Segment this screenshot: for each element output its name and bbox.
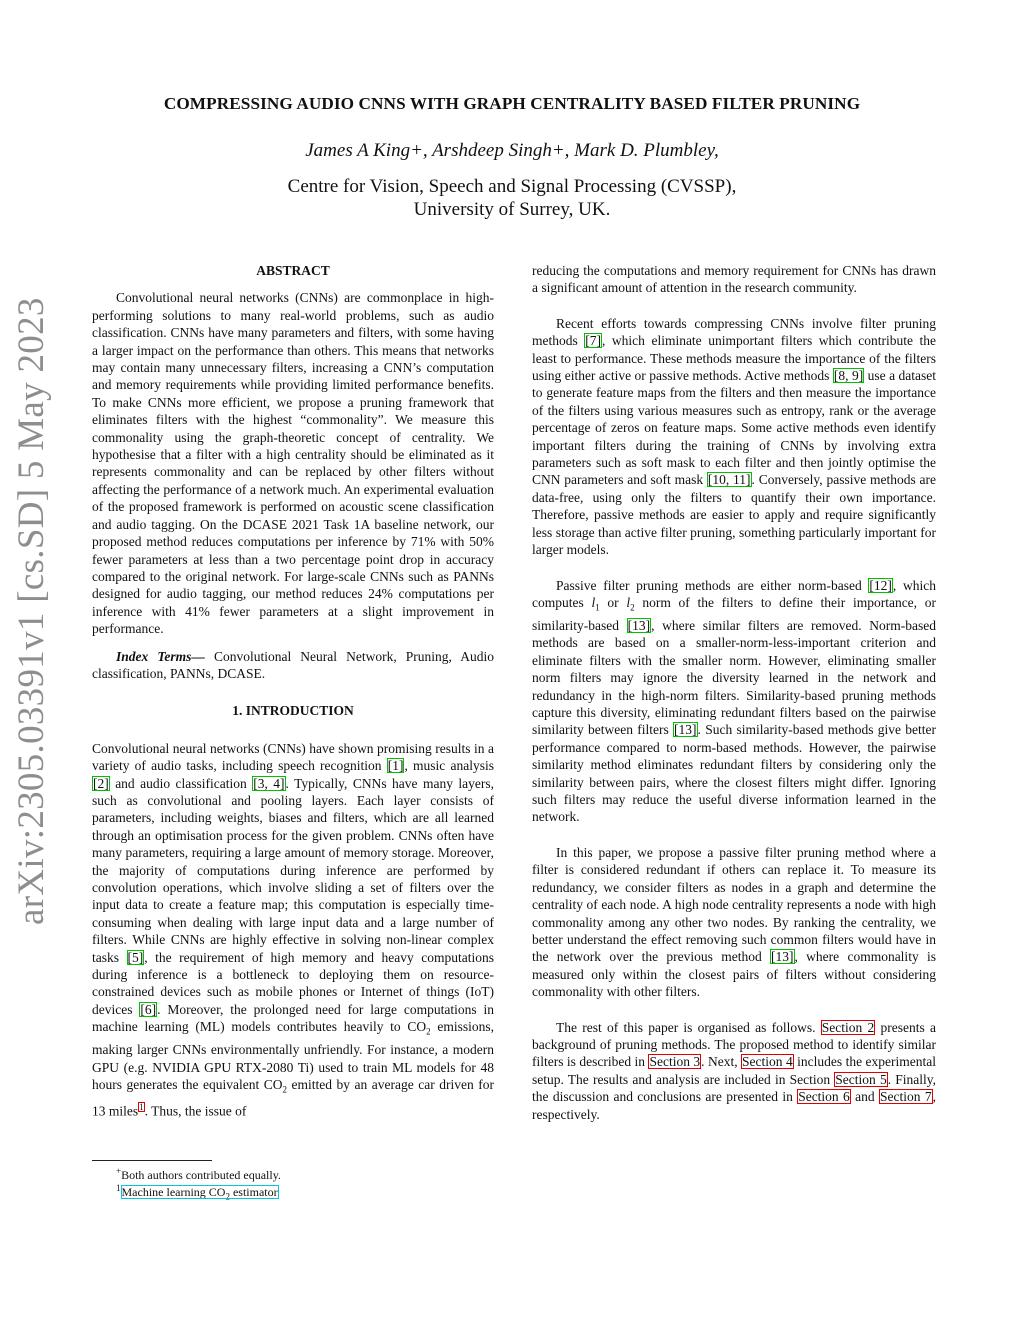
intro-text: Convolutional neural networks (CNNs) have shown promising results in a variety of audio tasks, including speech recognition: [92, 740, 494, 774]
footnote-mark: 1: [116, 1183, 121, 1193]
footnote-mark: +: [116, 1166, 122, 1176]
section-link[interactable]: Section 6: [798, 1089, 850, 1105]
citation-link[interactable]: [12]: [869, 577, 892, 593]
citation-link[interactable]: [10, 11]: [707, 472, 751, 488]
paragraph-filter-pruning: [532, 315, 936, 559]
subscript: 2: [426, 1026, 431, 1037]
intro-text: emitted by an average car driven for 13 miles: [92, 1077, 494, 1119]
body-text: presents a background of pruning methods. The proposed method to identify similar filters is described in: [532, 1019, 937, 1070]
paragraph-passive-pruning: [532, 577, 936, 826]
section-link[interactable]: Section 7: [880, 1089, 932, 1105]
subscript: 2: [225, 1191, 230, 1202]
intro-text: and audio classification: [109, 775, 253, 791]
continued-paragraph: reducing the computations and memory requirement for CNNs has drawn a significant amount of attention in the research community.: [532, 263, 936, 296]
introduction-paragraph: [92, 740, 494, 1120]
body-text: . Next,: [701, 1054, 742, 1070]
citation-link[interactable]: [1]: [387, 758, 404, 774]
index-terms-text: Convolutional Neural Network, Pruning, Audio classification, PANNs, DCASE.: [92, 648, 495, 681]
citation-link[interactable]: [13]: [674, 722, 697, 738]
citation-link[interactable]: [5]: [127, 949, 144, 965]
citation-link[interactable]: [13]: [627, 618, 651, 633]
body-text: , which eliminate unimportant filters which contribute the least to performance. These methods measure the importance of the filters using either active or passive methods. Active methods: [532, 333, 937, 384]
paper-title: COMPRESSING AUDIO CNNS WITH GRAPH CENTRALITY BASED FILTER PRUNING: [163, 94, 861, 113]
body-text: In this paper, we propose a passive filter pruning method where a filter is considered redundant if others can replace it. To measure its redundancy, we consider filters as nodes in a graph and determine the centrality of each node. A high node centrality represents a node with high commonality among any other two nodes. By ranking the centrality, we better understand the effect removing such common filters would have in the network over the previous method: [532, 844, 936, 965]
index-terms-label: Index Terms—: [116, 648, 205, 664]
arxiv-watermark: arXiv:2305.03391v1 [cs.SD] 5 May 2023: [11, 297, 52, 925]
intro-text: . Typically, CNNs have many layers, such as convolutional and pooling layers. Each layer consists of parameters, including weights, biases and filters, which are all learned through an optimisation process for the given problem. CNNs often have many parameters, requiring a large amount of memory storage. Moreover, the majority of computations during inference are performed by convolution operations, which involve sliding a set of filters over the input data to create a feature map; this computation is especially time-consuming when dealing with large input data and a large number of filters. While CNNs are highly effective in solving non-linear complex tasks: [92, 775, 494, 965]
section-link[interactable]: Section 2: [821, 1019, 875, 1035]
footnote-rule: [92, 1160, 212, 1161]
body-text: , where commonality is measured only within the closest pairs of filters without considering commonality with other filters.: [532, 949, 936, 1000]
citation-link[interactable]: [7]: [585, 333, 602, 349]
body-text: Passive filter pruning methods are either norm-based: [556, 577, 869, 593]
body-text: use a dataset to generate feature maps from the filters and then measure the importance of the filters using various measures such as entropy, rank or the average percentage of zeros on feature maps. Some active methods even identify important filters during the training of CNNs by involving extra parameters such as soft mask to each filter and then jointly optimise the CNN parameters and soft mask: [532, 368, 936, 488]
body-text: norm of the filters to define their importance, or similarity-based: [532, 594, 936, 633]
math-symbol: l: [591, 594, 596, 610]
left-column: [92, 262, 494, 1120]
math-symbol: l: [626, 594, 631, 610]
affiliation-line-1: Centre for Vision, Speech and Signal Processing (CVSSP),: [287, 176, 737, 197]
body-text: includes the experimental setup. The results and analysis are included in Section: [532, 1054, 936, 1087]
footnote-text: Both authors contributed equally.: [121, 1168, 281, 1182]
section-link[interactable]: Section 4: [742, 1054, 793, 1070]
intro-text: . Thus, the issue of: [144, 1103, 247, 1119]
body-text: or: [599, 594, 627, 610]
citation-link[interactable]: [8, 9]: [833, 368, 864, 384]
right-column: [532, 262, 936, 1123]
citation-link[interactable]: [13]: [771, 949, 794, 965]
paragraph-proposal: [532, 844, 936, 1001]
body-text: , where similar filters are removed. Norm-based methods are based on a smaller-norm-less-important criterion and eliminate filters with the smaller norm. However, eliminating smaller norm filters may ignore the diversity learned in the network and redundancy in the high-norm filters. Similarity-based pruning methods capture this diversity, eliminating redundant filters based on the pairwise similarity between filters: [532, 618, 936, 738]
index-terms: [92, 648, 494, 683]
body-text: Recent efforts towards compressing CNNs involve filter pruning methods: [532, 315, 936, 349]
intro-text: , the requirement of high memory and heavy computations during inference is a bottleneck to deploying them on resource-constrained devices such as mobile phones or Internet of things (IoT) devices: [92, 949, 494, 1017]
subscript: 1: [595, 602, 600, 613]
affiliation-line-2: University of Surrey, UK.: [413, 199, 611, 220]
paragraph-organisation: [532, 1019, 936, 1123]
introduction-heading: 1. INTRODUCTION: [232, 703, 354, 719]
citation-link[interactable]: [3, 4]: [253, 775, 285, 791]
section-link[interactable]: Section 5: [835, 1071, 887, 1087]
body-text: , respectively.: [532, 1089, 936, 1122]
body-text: . Finally, the discussion and conclusions are presented in: [532, 1071, 936, 1105]
intro-text: , music analysis: [404, 758, 494, 774]
footnote-link[interactable]: 1: [139, 1102, 144, 1113]
section-link[interactable]: Section 3: [649, 1054, 701, 1070]
citation-link[interactable]: [2]: [93, 775, 109, 791]
citation-link[interactable]: [6]: [140, 1001, 157, 1017]
abstract-text: Convolutional neural networks (CNNs) are commonplace in high-performing solutions to many real-world problems, such as audio classification. CNNs have many parameters and filters, with some having a larger impact on the performance than others. This means that networks may contain many unnecessary filters, increasing a CNN’s computation and memory requirements while providing limited performance benefits. To make CNNs more efficient, we propose a pruning framework that eliminates filters with the highest “commonality”. We measure this commonality using the graph-theoretic concept of centrality. We hypothesise that a filter with a high centrality should be eliminated as it represents commonality and can be replaced by other filters without affecting the performance of a network much. An experimental evaluation of the proposed framework is performed on acoustic scene classification and audio tagging. On the DCASE 2021 Task 1A baseline network, our proposed method reduces computations per inference by 71% with 50% fewer parameters at less than a two percentage point drop in accuracy compared to the original network. For large-scale CNNs such as PANNs designed for audio tagging, our method reduces 24% computations per inference with 41% fewer parameters at a slight improvement in performance.: [92, 290, 494, 637]
affiliation: [0, 175, 1024, 221]
subscript: 2: [282, 1084, 287, 1095]
paper-authors: James A King+, Arshdeep Singh+, Mark D. Plumbley,: [305, 140, 719, 161]
abstract-heading: ABSTRACT: [256, 263, 330, 278]
footnote-co2-estimator: [116, 1181, 279, 1204]
body-text: . Conversely, passive methods are data-free, using only the filters to quantify their own importance. Therefore, passive methods are easier to apply and require significantly less storage than active filter pruning, something particularly important for larger models.: [532, 472, 936, 558]
footnote-link-text: estimator: [229, 1185, 278, 1199]
body-text: , which computes: [532, 577, 937, 610]
body-text: and: [850, 1089, 880, 1105]
intro-text: emissions, making larger CNNs environmentally unfriendly. For instance, a modern GPU (e.g. NVIDIA GPU RTX-2080 Ti) used to train ML models for 48 hours generates the equivalent CO: [92, 1019, 494, 1093]
subscript: 2: [630, 602, 635, 613]
co2-estimator-link[interactable]: [121, 1185, 279, 1202]
intro-text: . Moreover, the prolonged need for large computations in machine learning (ML) models contributes heavily to CO: [92, 1001, 494, 1035]
footnote-link-text: Machine learning CO: [121, 1185, 226, 1199]
body-text: . Such similarity-based methods give better performance compared to norm-based methods. However, the pairwise similarity method eliminates redundant filters by considering only the similarity between pairs, where the closest filters might differ. Ignoring such filters may reduce the useful diverse information learned in the network.: [532, 722, 936, 825]
body-text: The rest of this paper is organised as follows.: [556, 1019, 821, 1035]
